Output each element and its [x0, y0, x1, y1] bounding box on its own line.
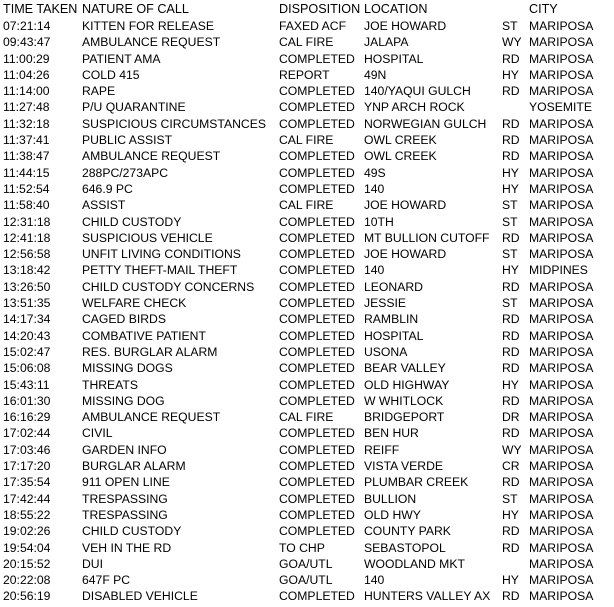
- table-row: [0, 572, 614, 588]
- cell-location: 49S: [364, 165, 386, 180]
- cell-time-taken: 11:14:00: [3, 84, 50, 99]
- table-row: [0, 458, 614, 474]
- cell-time-taken: 15:02:47: [3, 344, 51, 359]
- cell-street-suffix: ST: [502, 296, 518, 311]
- cell-location: YNP ARCH ROCK: [364, 100, 465, 115]
- cell-disposition: COMPLETED: [279, 393, 355, 408]
- cell-nature-of-call: P/U QUARANTINE: [82, 100, 186, 115]
- cell-city: MARIPOSA: [529, 507, 594, 522]
- cell-nature-of-call: DUI: [82, 556, 103, 571]
- cell-time-taken: 18:55:22: [3, 507, 51, 522]
- cell-street-suffix: [502, 99, 529, 115]
- cell-location: REIFF: [364, 442, 400, 457]
- cell-nature-of-call: WELFARE CHECK: [82, 296, 187, 311]
- cell-disposition: COMPLETED: [279, 475, 355, 490]
- cell-location: 10TH: [364, 214, 394, 229]
- cell-nature-of-call: SUSPICIOUS VEHICLE: [82, 230, 213, 245]
- cell-location: BEAR VALLEY: [364, 361, 446, 376]
- cell-time-taken: 11:04:26: [3, 67, 50, 82]
- cell-nature-of-call: KITTEN FOR RELEASE: [82, 19, 215, 33]
- table-row: [0, 442, 614, 458]
- cell-nature-of-call: VEH IN THE RD: [82, 540, 172, 555]
- cell-nature-of-call: MISSING DOG: [82, 393, 165, 408]
- cell-street-suffix: RD: [502, 475, 520, 490]
- cell-street-suffix: RD: [502, 540, 520, 555]
- cell-location: WOODLAND MKT: [364, 556, 465, 571]
- cell-time-taken: 11:32:18: [3, 116, 50, 131]
- cell-nature-of-call: TRESPASSING: [82, 491, 168, 506]
- cell-location: HOSPITAL: [364, 51, 424, 66]
- cell-time-taken: 17:03:46: [3, 442, 51, 457]
- cell-city: MARIPOSA: [529, 426, 594, 441]
- table-row: [0, 132, 614, 148]
- cell-location: BRIDGEPORT: [364, 410, 445, 425]
- cell-street-suffix: RD: [502, 361, 520, 376]
- cell-city: MARIPOSA: [529, 230, 594, 245]
- cell-city: MARIPOSA: [529, 116, 594, 131]
- cell-street-suffix: RD: [502, 328, 520, 343]
- cell-nature-of-call: RAPE: [82, 84, 116, 99]
- cell-street-suffix: ST: [502, 214, 518, 229]
- table-row: [0, 311, 614, 327]
- cell-disposition: REPORT: [279, 67, 330, 82]
- cell-location: HOSPITAL: [364, 328, 424, 343]
- cell-time-taken: 13:18:42: [3, 263, 51, 278]
- cell-location: 49N: [364, 67, 387, 82]
- cell-disposition: COMPLETED: [279, 426, 355, 441]
- cell-time-taken: 17:35:54: [3, 475, 51, 490]
- cell-time-taken: 12:41:18: [3, 230, 51, 245]
- table-row: [0, 246, 614, 262]
- cell-location: VISTA VERDE: [364, 459, 444, 474]
- cell-time-taken: 17:17:20: [3, 459, 51, 474]
- cell-nature-of-call: CIVIL: [82, 426, 113, 441]
- cell-city: MIDPINES: [529, 263, 588, 278]
- cell-disposition: GOA/UTL: [279, 573, 333, 588]
- cell-disposition: GOA/UTL: [279, 556, 333, 571]
- cell-street-suffix: HY: [502, 573, 519, 588]
- cell-time-taken: 15:06:08: [3, 361, 51, 376]
- cell-time-taken: 12:31:18: [3, 214, 51, 229]
- cell-nature-of-call: CHILD CUSTODY: [82, 214, 182, 229]
- cell-disposition: FAXED ACF: [279, 19, 347, 33]
- cell-street-suffix: RD: [502, 133, 520, 148]
- table-row: [0, 377, 614, 393]
- cell-street-suffix: RD: [502, 279, 520, 294]
- cell-disposition: COMPLETED: [279, 181, 355, 196]
- cell-time-taken: 15:43:11: [3, 377, 50, 392]
- cell-location: SEBASTOPOL: [364, 540, 446, 555]
- cell-street-suffix: ST: [502, 198, 518, 213]
- cell-street-suffix: RD: [502, 312, 520, 327]
- cell-nature-of-call: THREATS: [82, 377, 138, 392]
- cell-nature-of-call: PUBLIC ASSIST: [82, 133, 173, 148]
- cell-nature-of-call: COLD 415: [82, 67, 140, 82]
- cell-city: MARIPOSA: [529, 410, 594, 425]
- cell-disposition: COMPLETED: [279, 491, 355, 506]
- cell-disposition: COMPLETED: [279, 149, 355, 164]
- cell-street-suffix: HY: [502, 263, 519, 278]
- cell-location: LEONARD: [364, 279, 423, 294]
- cell-disposition: COMPLETED: [279, 214, 355, 229]
- cell-time-taken: 16:01:30: [3, 393, 51, 408]
- cell-street-suffix: [502, 556, 529, 572]
- cell-nature-of-call: BURGLAR ALARM: [82, 459, 186, 474]
- cell-location: MT BULLION CUTOFF: [364, 230, 490, 245]
- cell-nature-of-call: AMBULANCE REQUEST: [82, 149, 221, 164]
- cell-disposition: COMPLETED: [279, 165, 355, 180]
- cell-nature-of-call: PATIENT AMA: [82, 51, 161, 66]
- cell-nature-of-call: 647F PC: [82, 573, 131, 588]
- cell-location: USONA: [364, 344, 408, 359]
- cell-disposition: COMPLETED: [279, 51, 355, 66]
- cell-nature-of-call: 288PC/273APC: [82, 165, 169, 180]
- cell-street-suffix: RD: [502, 149, 520, 164]
- table-row: [0, 197, 614, 213]
- cell-nature-of-call: COMBATIVE PATIENT: [82, 328, 206, 343]
- cell-city: MARIPOSA: [529, 475, 594, 490]
- cell-location: OWL CREEK: [364, 133, 437, 148]
- cell-city: MARIPOSA: [529, 181, 594, 196]
- table-row: [0, 295, 614, 311]
- cell-disposition: COMPLETED: [279, 328, 355, 343]
- header-time-taken: TIME TAKEN: [3, 2, 78, 16]
- cell-city: MARIPOSA: [529, 133, 594, 148]
- cell-nature-of-call: PETTY THEFT-MAIL THEFT: [82, 263, 238, 278]
- table-row: [0, 540, 614, 556]
- cell-nature-of-call: SUSPICIOUS CIRCUMSTANCES: [82, 116, 266, 131]
- cell-city: MARIPOSA: [529, 573, 594, 588]
- cell-street-suffix: ST: [502, 19, 518, 33]
- cell-location: PLUMBAR CREEK: [364, 475, 469, 490]
- cell-disposition: COMPLETED: [279, 361, 355, 376]
- table-row: [0, 262, 614, 278]
- cell-location: HUNTERS VALLEY AX: [364, 589, 491, 604]
- cell-disposition: COMPLETED: [279, 296, 355, 311]
- cell-nature-of-call: MISSING DOGS: [82, 361, 173, 376]
- table-row: [0, 409, 614, 425]
- cell-time-taken: 17:02:44: [3, 426, 51, 441]
- table-row: [0, 67, 614, 83]
- cell-disposition: COMPLETED: [279, 344, 355, 359]
- cell-street-suffix: HY: [502, 67, 519, 82]
- cell-nature-of-call: RES. BURGLAR ALARM: [82, 344, 218, 359]
- table-row: [0, 181, 614, 197]
- cell-city: MARIPOSA: [529, 35, 594, 50]
- table-row: [0, 34, 614, 50]
- cell-disposition: COMPLETED: [279, 312, 355, 327]
- cell-nature-of-call: 911 OPEN LINE: [82, 475, 170, 490]
- cell-location: JESSIE: [364, 296, 406, 311]
- cell-disposition: COMPLETED: [279, 247, 355, 262]
- cell-disposition: COMPLETED: [279, 100, 355, 115]
- cell-city: MARIPOSA: [529, 84, 594, 99]
- cell-location: JOE HOWARD: [364, 198, 447, 213]
- cell-city: MARIPOSA: [529, 247, 594, 262]
- header-row: [0, 0, 614, 18]
- table-row: [0, 328, 614, 344]
- table-row: [0, 51, 614, 67]
- cell-city: MARIPOSA: [529, 344, 594, 359]
- cell-disposition: COMPLETED: [279, 84, 355, 99]
- table-row: [0, 230, 614, 246]
- cell-location: OLD HIGHWAY: [364, 377, 450, 392]
- table-row: [0, 491, 614, 507]
- cell-time-taken: 20:56:19: [3, 589, 51, 604]
- cell-city: MARIPOSA: [529, 328, 594, 343]
- cell-nature-of-call: GARDEN INFO: [82, 442, 167, 457]
- table-row: [0, 99, 614, 115]
- table-row: [0, 556, 614, 572]
- cell-street-suffix: WY: [502, 35, 522, 50]
- cell-city: MARIPOSA: [529, 377, 594, 392]
- cell-disposition: CAL FIRE: [279, 198, 334, 213]
- header-location: LOCATION: [364, 2, 428, 16]
- cell-time-taken: 11:52:54: [3, 181, 50, 196]
- cell-location: COUNTY PARK: [364, 524, 451, 539]
- cell-disposition: COMPLETED: [279, 230, 355, 245]
- cell-street-suffix: HY: [502, 165, 519, 180]
- table-row: [0, 214, 614, 230]
- table-row: [0, 507, 614, 523]
- cell-time-taken: 16:16:29: [3, 410, 51, 425]
- cell-city: MARIPOSA: [529, 393, 594, 408]
- cell-time-taken: 07:21:14: [3, 19, 51, 33]
- cell-location: 140: [364, 573, 385, 588]
- table-row: [0, 18, 614, 34]
- cell-street-suffix: RD: [502, 524, 520, 539]
- cell-city: MARIPOSA: [529, 361, 594, 376]
- cell-time-taken: 17:42:44: [3, 491, 51, 506]
- cell-street-suffix: RD: [502, 116, 520, 131]
- cell-time-taken: 13:51:35: [3, 296, 51, 311]
- cell-city: YOSEMITE: [529, 100, 592, 115]
- cell-time-taken: 11:00:29: [3, 51, 50, 66]
- cell-location: W WHITLOCK: [364, 393, 444, 408]
- table-row: [0, 393, 614, 409]
- cell-city: MARIPOSA: [529, 540, 594, 555]
- cell-nature-of-call: TRESPASSING: [82, 507, 168, 522]
- cell-city: MARIPOSA: [529, 312, 594, 327]
- cell-city: MARIPOSA: [529, 214, 594, 229]
- table-row: [0, 523, 614, 539]
- cell-disposition: COMPLETED: [279, 442, 355, 457]
- cell-time-taken: 11:44:15: [3, 165, 50, 180]
- cell-time-taken: 11:38:47: [3, 149, 50, 164]
- cell-time-taken: 13:26:50: [3, 279, 51, 294]
- cell-location: JALAPA: [364, 35, 409, 50]
- cell-nature-of-call: CAGED BIRDS: [82, 312, 166, 327]
- cell-time-taken: 14:17:34: [3, 312, 51, 327]
- table-row: [0, 148, 614, 164]
- cell-city: MARIPOSA: [529, 296, 594, 311]
- table-row: [0, 279, 614, 295]
- cell-disposition: COMPLETED: [279, 507, 355, 522]
- header-city: CITY: [529, 2, 558, 16]
- header-nature-of-call: NATURE OF CALL: [82, 2, 189, 16]
- cell-street-suffix: RD: [502, 393, 520, 408]
- call-log-header: [0, 0, 614, 18]
- cell-location: BEN HUR: [364, 426, 419, 441]
- cell-location: NORWEGIAN GULCH: [364, 116, 487, 131]
- cell-street-suffix: CR: [502, 459, 520, 474]
- cell-location: 140: [364, 263, 385, 278]
- cell-street-suffix: ST: [502, 491, 518, 506]
- cell-location: RAMBLIN: [364, 312, 419, 327]
- cell-street-suffix: DR: [502, 410, 520, 425]
- cell-street-suffix: HY: [502, 377, 519, 392]
- cell-street-suffix: RD: [502, 589, 520, 604]
- cell-location: 140/YAQUI GULCH: [364, 84, 471, 99]
- cell-street-suffix: RD: [502, 51, 520, 66]
- cell-time-taken: 11:58:40: [3, 198, 50, 213]
- cell-time-taken: 20:22:08: [3, 573, 51, 588]
- cell-street-suffix: RD: [502, 84, 520, 99]
- cell-nature-of-call: ASSIST: [82, 198, 126, 213]
- cell-time-taken: 12:56:58: [3, 247, 51, 262]
- header-disposition: DISPOSITION: [279, 2, 361, 16]
- cell-street-suffix: ST: [502, 247, 518, 262]
- cell-time-taken: 19:02:26: [3, 524, 51, 539]
- table-row: [0, 83, 614, 99]
- cell-time-taken: 19:54:04: [3, 540, 51, 555]
- call-log-body: [0, 18, 614, 605]
- cell-city: MARIPOSA: [529, 165, 594, 180]
- cell-city: MARIPOSA: [529, 149, 594, 164]
- cell-time-taken: 14:20:43: [3, 328, 51, 343]
- cell-location: JOE HOWARD: [364, 247, 447, 262]
- table-row: [0, 344, 614, 360]
- cell-city: MARIPOSA: [529, 51, 594, 66]
- table-row: [0, 425, 614, 441]
- cell-time-taken: 20:15:52: [3, 556, 51, 571]
- cell-city: MARIPOSA: [529, 589, 594, 604]
- cell-time-taken: 09:43:47: [3, 35, 51, 50]
- cell-disposition: COMPLETED: [279, 524, 355, 539]
- cell-nature-of-call: CHILD CUSTODY CONCERNS: [82, 279, 255, 294]
- cell-nature-of-call: AMBULANCE REQUEST: [82, 410, 221, 425]
- table-row: [0, 165, 614, 181]
- cell-nature-of-call: AMBULANCE REQUEST: [82, 35, 221, 50]
- cell-street-suffix: RD: [502, 426, 520, 441]
- header-street-suffix: [502, 0, 529, 18]
- cell-disposition: CAL FIRE: [279, 133, 334, 148]
- cell-city: MARIPOSA: [529, 491, 594, 506]
- cell-street-suffix: RD: [502, 344, 520, 359]
- cell-street-suffix: WY: [502, 442, 522, 457]
- cell-city: MARIPOSA: [529, 198, 594, 213]
- cell-city: MARIPOSA: [529, 19, 594, 33]
- cell-disposition: CAL FIRE: [279, 410, 334, 425]
- cell-city: MARIPOSA: [529, 556, 594, 571]
- cell-city: MARIPOSA: [529, 442, 594, 457]
- cell-time-taken: 11:37:41: [3, 133, 50, 148]
- cell-street-suffix: RD: [502, 230, 520, 245]
- cell-city: MARIPOSA: [529, 524, 594, 539]
- table-row: [0, 474, 614, 490]
- cell-location: BULLION: [364, 491, 417, 506]
- cell-city: MARIPOSA: [529, 459, 594, 474]
- cell-disposition: COMPLETED: [279, 377, 355, 392]
- cell-city: MARIPOSA: [529, 279, 594, 294]
- cell-location: JOE HOWARD: [364, 19, 447, 33]
- table-row: [0, 360, 614, 376]
- cell-disposition: TO CHP: [279, 540, 325, 555]
- cell-disposition: CAL FIRE: [279, 35, 334, 50]
- cell-disposition: COMPLETED: [279, 459, 355, 474]
- cell-time-taken: 11:27:48: [3, 100, 50, 115]
- cell-disposition: COMPLETED: [279, 279, 355, 294]
- table-row: [0, 116, 614, 132]
- cell-nature-of-call: DISABLED VEHICLE: [82, 589, 198, 604]
- cell-location: OLD HWY: [364, 507, 421, 522]
- cell-location: 140: [364, 181, 385, 196]
- cell-nature-of-call: CHILD CUSTODY: [82, 524, 182, 539]
- cell-disposition: COMPLETED: [279, 263, 355, 278]
- cell-nature-of-call: UNFIT LIVING CONDITIONS: [82, 247, 241, 262]
- cell-location: OWL CREEK: [364, 149, 437, 164]
- table-row: [0, 588, 614, 604]
- cell-nature-of-call: 646.9 PC: [82, 181, 133, 196]
- cell-disposition: COMPLETED: [279, 116, 355, 131]
- cell-street-suffix: HY: [502, 181, 519, 196]
- cell-disposition: COMPLETED: [279, 589, 355, 604]
- cell-city: MARIPOSA: [529, 67, 594, 82]
- cell-street-suffix: HY: [502, 507, 519, 522]
